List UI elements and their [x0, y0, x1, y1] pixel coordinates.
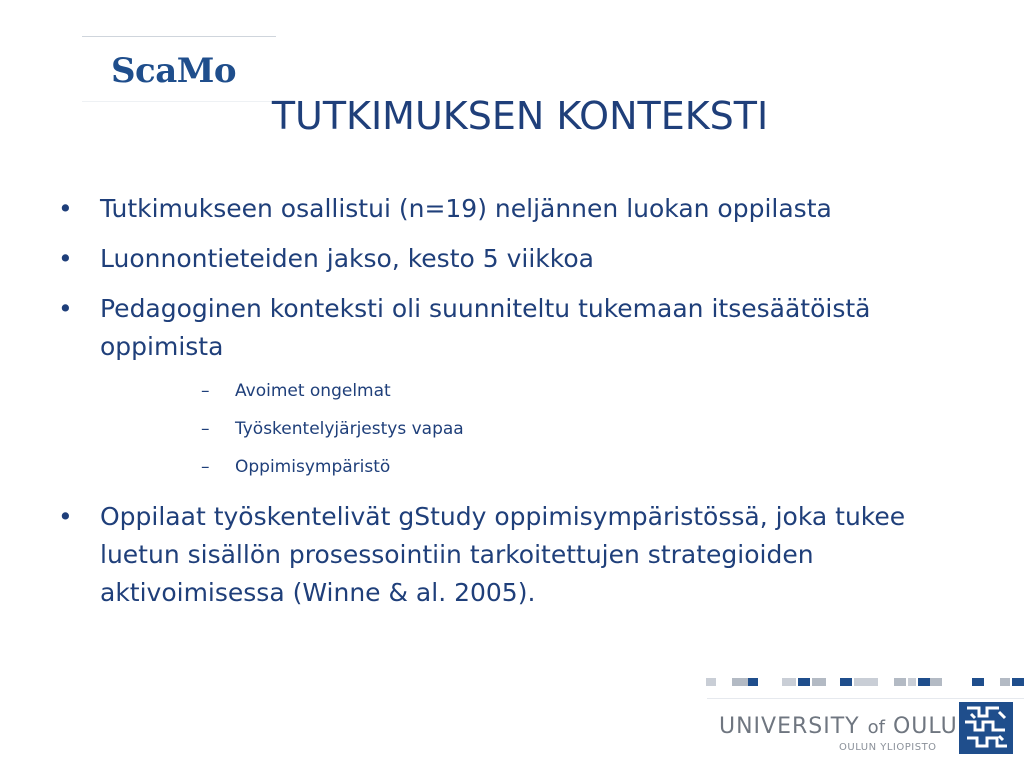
logo-text: ScaMo [111, 51, 237, 91]
logo-top-rule [82, 36, 276, 37]
bullet-dot: • [58, 294, 73, 323]
sub-bullet-item [58, 418, 988, 440]
strip-square [930, 678, 942, 686]
strip-square [798, 678, 810, 686]
bullet-dot: • [58, 244, 73, 273]
strip-square [908, 678, 916, 686]
sub-bullet-dash: – [201, 457, 210, 477]
strip-square [782, 678, 796, 686]
sub-bullet-dash: – [201, 419, 210, 439]
bullet-dot: • [58, 502, 73, 531]
scamo-logo [82, 36, 276, 102]
emblem-pattern-icon [959, 702, 1013, 754]
university-word: UNIVERSITY [719, 714, 860, 739]
sub-bullet-item [58, 380, 988, 402]
bullet-text: Tutkimukseen osallistui (n=19) neljännen luokan oppilasta [100, 194, 832, 223]
strip-square [1012, 678, 1024, 686]
sub-bullet-text: Oppimisympäristö [235, 457, 391, 477]
bullet-list [58, 190, 988, 624]
strip-square [894, 678, 906, 686]
sub-bullet-text: Avoimet ongelmat [235, 381, 391, 401]
strip-square [1000, 678, 1010, 686]
bullet-item [58, 290, 988, 366]
strip-square [972, 678, 984, 686]
strip-square [854, 678, 878, 686]
university-city: OULU [892, 714, 958, 739]
bullet-item [58, 498, 988, 612]
bullet-item [58, 190, 988, 228]
university-of-oulu-logo [707, 698, 1024, 768]
strip-square [812, 678, 826, 686]
decorative-square-strip [704, 678, 1024, 686]
university-of: of [867, 717, 885, 738]
university-subtitle: OULUN YLIOPISTO [839, 742, 937, 753]
bullet-dot: • [58, 194, 73, 223]
sub-bullet-item [58, 456, 988, 478]
strip-square [748, 678, 758, 686]
bullet-text: Oppilaat työskentelivät gStudy oppimisympäristössä, joka tukee luetun sisällön prosessointiin tarkoitettujen strategioiden aktivoimisessa (Winne & al. 2005). [100, 502, 906, 607]
strip-square [706, 678, 716, 686]
strip-square [732, 678, 748, 686]
uni-logo-top-rule [707, 698, 1024, 699]
university-emblem-icon [959, 702, 1013, 754]
bullet-text: Pedagoginen konteksti oli suunniteltu tukemaan itsesäätöistä oppimista [100, 294, 871, 361]
sub-bullet-dash: – [201, 381, 210, 401]
bullet-item [58, 240, 988, 278]
strip-square [918, 678, 930, 686]
slide-title: TUTKIMUKSEN KONTEKSTI [271, 94, 769, 138]
strip-square [840, 678, 852, 686]
bullet-text: Luonnontieteiden jakso, kesto 5 viikkoa [100, 244, 594, 273]
university-name [719, 714, 958, 739]
sub-bullet-text: Työskentelyjärjestys vapaa [235, 419, 464, 439]
